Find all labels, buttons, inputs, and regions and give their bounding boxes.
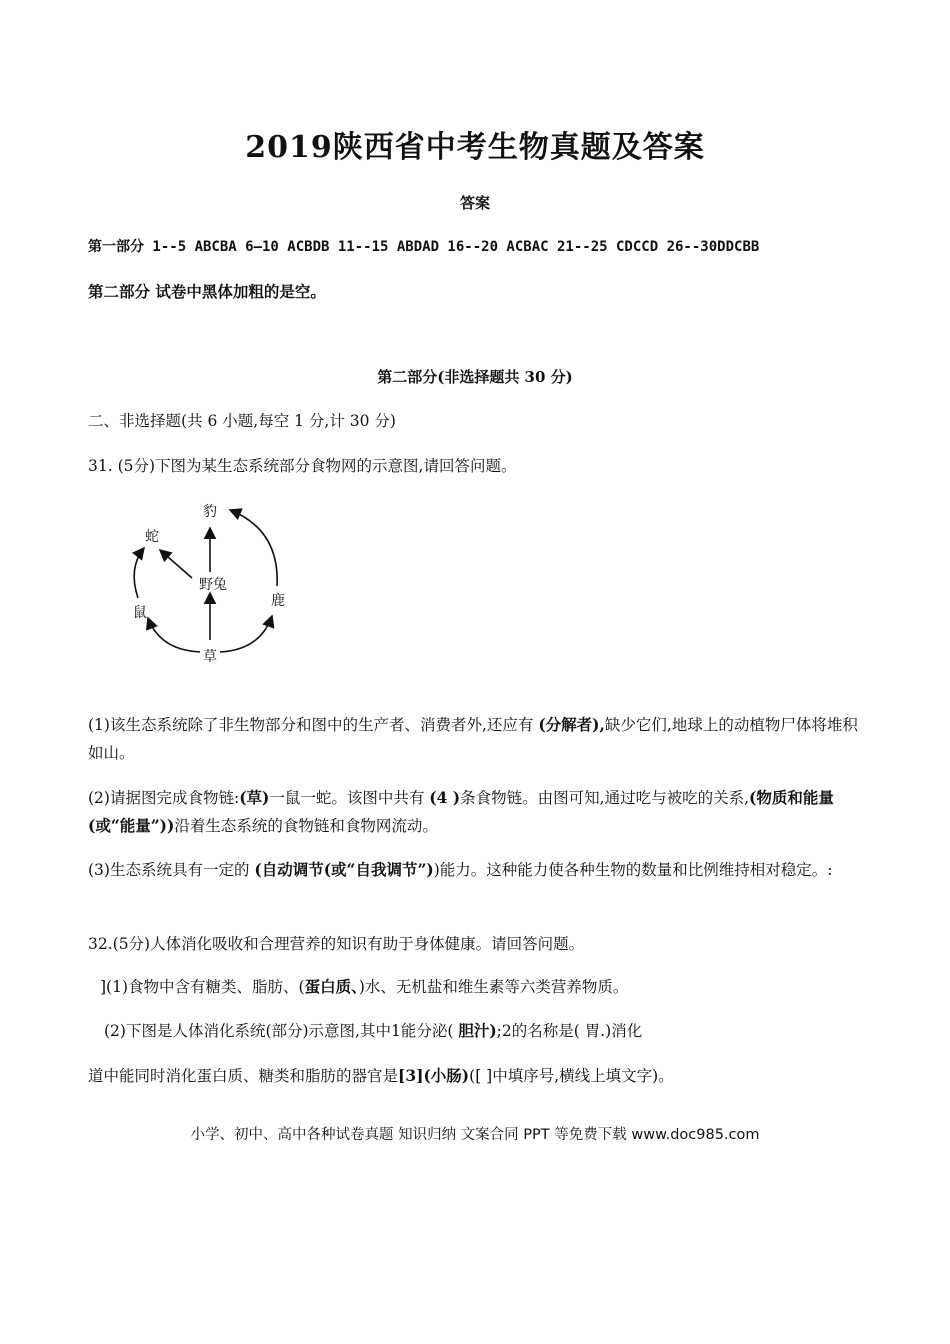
- node-leopard: 豹: [203, 504, 217, 520]
- arrow-rabbit-snake: [160, 550, 192, 578]
- q31-part3: (3)生态系统具有一定的 (自动调节(或“自我调节”))能力。这种能力使各种生物的数量和比例维持相对稳定。:: [88, 860, 833, 879]
- q31-part2: (2)请据图完成食物链:(草)一鼠一蛇。该图中共有 (4 )条食物链。由图可知,通过吃与被吃的关系,(物质和能量(或“能量”))沿着生态系统的食物链和食物网流动。: [88, 788, 834, 835]
- node-rabbit: 野兔: [199, 577, 227, 593]
- part2-note: 第二部分 试卷中黑体加粗的是空。: [88, 282, 326, 301]
- answers-heading: 答案: [459, 194, 490, 212]
- part1-answers: 第一部分 1--5 ABCBA 6—10 ACBDB 11--15 ABDAD 16--20 ACBAC 21--25 CDCCD 26--30DDCBB: [88, 239, 760, 255]
- q32-part3: 道中能同时消化蛋白质、糖类和脂肪的器官是[3](小肠)([ ]中填序号,横线上填文字)。: [88, 1066, 674, 1085]
- q31-stem: 31. (5分)下图为某生态系统部分食物网的示意图,请回答问题。: [88, 457, 517, 475]
- food-web-diagram: [120, 490, 300, 675]
- section-intro: 二、非选择题(共 6 小题,每空 1 分,计 30 分): [88, 412, 396, 430]
- node-snake: 蛇: [145, 529, 159, 545]
- footer-note: 小学、初中、高中各种试卷真题 知识归纳 文案合同 PPT 等免费下载 www.doc985.com: [190, 1127, 760, 1143]
- q32-part2: (2)下图是人体消化系统(部分)示意图,其中1能分泌( 胆汁);2的名称是( 胃.)消化: [104, 1021, 643, 1040]
- arrow-deer-leopard: [230, 510, 277, 586]
- node-deer: 鹿: [271, 593, 285, 609]
- page-title: 2019陕西省中考生物真题及答案: [245, 130, 705, 165]
- q32-stem: 32.(5分)人体消化吸收和合理营养的知识有助于身体健康。请回答问题。: [88, 935, 585, 953]
- arrow-grass-mouse: [148, 618, 200, 652]
- arrow-mouse-snake: [134, 548, 144, 598]
- q31-part1: (1)该生态系统除了非生物部分和图中的生产者、消费者外,还应有 (分解者),缺少它们,地球上的动植物尸体将堆积如山。: [88, 715, 858, 762]
- node-grass: 草: [203, 649, 217, 665]
- q32-part1: ](1)食物中含有糖类、脂肪、(蛋白质、)水、无机盐和维生素等六类营养物质。: [100, 977, 629, 996]
- section-heading: 第二部分(非选择题共 30 分): [377, 368, 573, 386]
- node-mouse: 鼠: [133, 605, 147, 621]
- arrow-grass-deer: [220, 616, 272, 652]
